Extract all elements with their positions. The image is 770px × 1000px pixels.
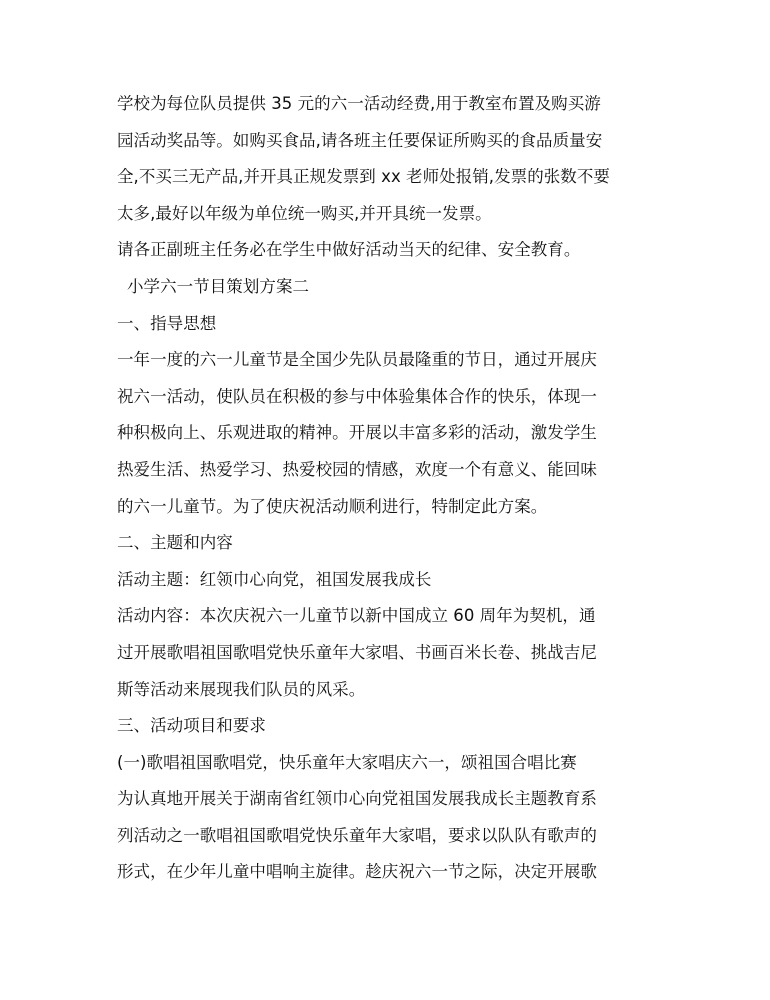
text-line: 活动内容：本次庆祝六一儿童节以新中国成立 60 周年为契机，通 [117,606,596,626]
text-line: 园活动奖品等。如购买食品,请各班主任要保证所购买的食品质量安 [117,130,603,150]
document-body [117,86,657,891]
text-line: 列活动之一歌唱祖国歌唱党快乐童年大家唱，要求以队队有歌声的 [117,825,597,845]
subsection-heading: (一)歌唱祖国歌唱党，快乐童年大家唱庆六一，颂祖国合唱比赛 [117,752,577,772]
text-line: 一年一度的六一儿童节是全国少先队员最隆重的节日，通过开展庆 [117,350,597,370]
section-heading: 二、主题和内容 [117,533,233,553]
text-line: 过开展歌唱祖国歌唱党快乐童年大家唱、书画百米长卷、挑战吉尼 [117,642,597,662]
section-title: 小学六一节目策划方案二 [127,276,310,296]
section-heading: 三、活动项目和要求 [117,716,266,736]
text-line: 学校为每位队员提供 35 元的六一活动经费,用于教室布置及购买游 [117,94,601,113]
text-line: 热爱生活、热爱学习、热爱校园的情感，欢度一个有意义、能回味 [117,459,597,479]
text-line: 形式，在少年儿童中唱响主旋律。趁庆祝六一节之际，决定开展歌 [117,862,597,882]
text-line: 全,不买三无产品,并开具正规发票到 xx 老师处报销,发票的张数不要 [117,167,610,187]
section-heading: 一、指导思想 [117,313,217,333]
text-line: 太多,最好以年级为单位统一购买,并开具统一发票。 [117,203,492,223]
text-line: 种积极向上、乐观进取的精神。开展以丰富多彩的活动，激发学生 [117,423,597,443]
text-line: 祝六一活动，使队员在积极的参与中体验集体合作的快乐，体现一 [117,386,597,406]
text-line: 斯等活动来展现我们队员的风采。 [117,679,366,699]
text-line: 活动主题：红领巾心向党，祖国发展我成长 [117,569,432,589]
text-line: 为认真地开展关于湖南省红领巾心向党祖国发展我成长主题教育系 [117,789,597,809]
text-line: 请各正副班主任务必在学生中做好活动当天的纪律、安全教育。 [117,240,581,260]
text-line: 的六一儿童节。为了使庆祝活动顺利进行，特制定此方案。 [117,496,548,516]
